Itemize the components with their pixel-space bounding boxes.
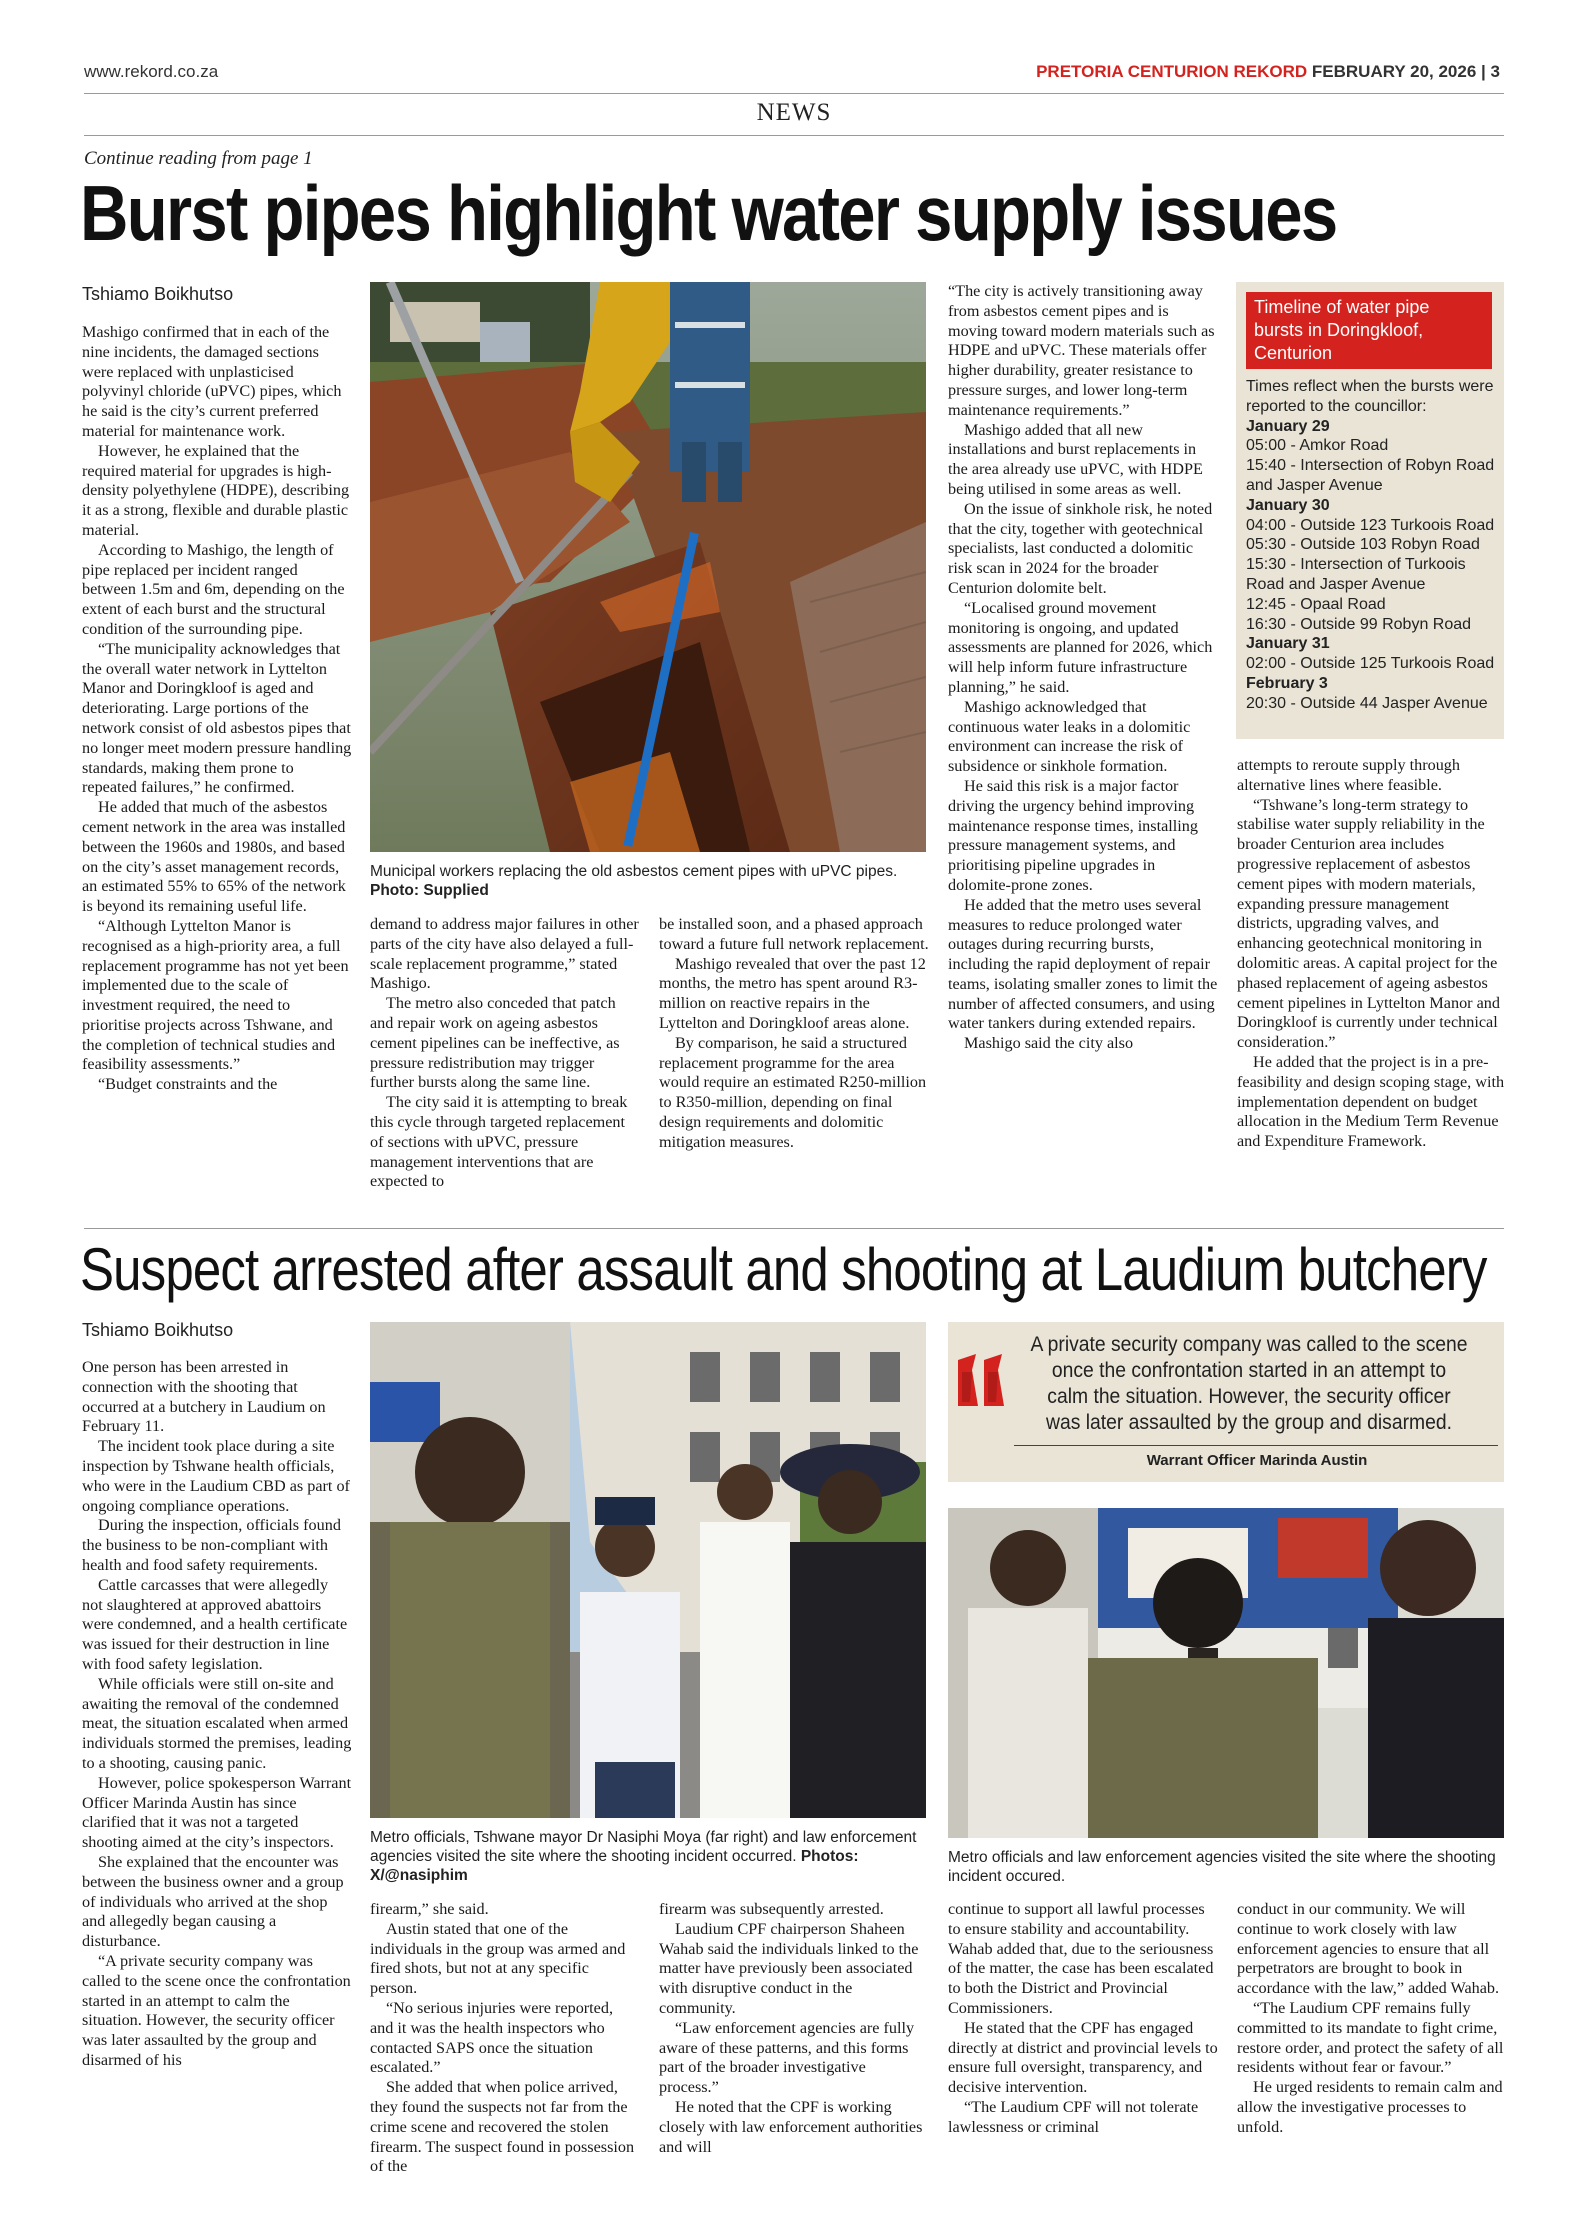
body-paragraph: He urged residents to remain calm and allow the investigative processes to unfold. <box>1237 2078 1503 2136</box>
body-paragraph: firearm,” she said. <box>370 1900 489 1918</box>
body-paragraph: Mashigo acknowledged that continuous water leaks in a dolomitic environment can increase the risk of subsidence or sinkhole formation. <box>948 697 1191 776</box>
article1-headline: Burst pipes highlight water supply issues <box>80 169 1337 257</box>
article1-column-2 <box>370 915 640 1192</box>
body-paragraph: demand to address major failures in other parts of the city have also delayed a full-scale replacement programme,” stated Mashigo. <box>370 915 639 993</box>
body-paragraph: While officials were still on-site and awaiting the removal of the condemned meat, the situation escalated when armed individuals stormed the premises, leading to a shooting, causing panic. <box>82 1674 352 1772</box>
body-paragraph: The incident took place during a site inspection by Tshwane health officials, who were in the Laudium CBD as part of ongoing compliance operations. <box>82 1437 350 1515</box>
timeline-box <box>1236 282 1504 739</box>
butchery-photo-caption: Metro officials and law enforcement agencies visited the site where the shooting incident occured. <box>948 1849 1496 1885</box>
issue-date: FEBRUARY 20, 2026 <box>1311 62 1477 81</box>
body-paragraph: By comparison, he said a structured replacement programme for the area would require an estimated R250-million to R350-million, depending on final design requirements and dolomitic mitigation measures. <box>659 1033 927 1151</box>
quote-mark-icon <box>956 1350 1016 1410</box>
officials-photo <box>370 1322 926 1818</box>
article2-column-1 <box>82 1358 352 2071</box>
article2-column-3 <box>659 1900 929 2157</box>
butchery-scene-photo <box>948 1508 1504 1838</box>
quote-attribution: Warrant Officer Marinda Austin <box>1146 1452 1368 1469</box>
timeline-day: February 3 <box>1246 674 1328 692</box>
body-paragraph: be installed soon, and a phased approach toward a future full network replacement. <box>659 915 929 953</box>
body-paragraph: He stated that the CPF has engaged directly at district and provincial levels to ensure full oversight, transparency, and decisive intervention. <box>948 2018 1218 2097</box>
section-label: NEWS <box>756 99 832 126</box>
body-paragraph: firearm was subsequently arrested. <box>659 1900 884 1918</box>
caption-text: Metro officials, Tshwane mayor Dr Nasiphi Moya (far right) and law enforcement agencies visited the site where the shooting incident occurred. <box>370 1829 917 1865</box>
pull-quote <box>948 1322 1504 1482</box>
body-paragraph: He added that the project is in a pre-feasibility and design scoping stage, with implementation dependent on budget allocation in the Medium Term Revenue and Expenditure Framework. <box>1237 1052 1505 1151</box>
article1-column-1 <box>82 323 352 1095</box>
body-paragraph: On the issue of sinkhole risk, he noted that the city, together with geotechnical specialists, last conducted a dolomitic risk scan in 2024 for the broader Centurion dolomite belt. <box>948 499 1213 597</box>
body-paragraph: “Budget constraints and the <box>98 1075 278 1094</box>
body-paragraph: “Tshwane’s long-term strategy to stabilise water supply reliability in the broader Centurion area includes progressive replacement of asbestos cement pipes with modern materials, expanding pressure management districts, upgrading valves, and enhancing geotechnical monitoring in dolomitic areas. A capital project for the phased replacement of ageing asbestos cement pipelines in Lyttelton Manor and Doringkloof is currently under technical consideration.” <box>1237 795 1500 1052</box>
masthead <box>1036 62 1500 82</box>
body-paragraph: Cattle carcasses that were allegedly not slaughtered at approved abattoirs were condemned, and a health certificate was issued for their destruction in line with food safety legislation. <box>82 1575 348 1673</box>
photo-credit: Photo: Supplied <box>370 882 489 899</box>
article2-column-2 <box>370 1900 640 2177</box>
timeline-entry: 02:00 - Outside 125 Turkoois Road <box>1246 655 1495 673</box>
timeline-entry: 12:45 - Opaal Road <box>1246 595 1386 613</box>
body-paragraph: “Law enforcement agencies are fully aware of these patterns, and this forms part of the broader investigative process.” <box>659 2018 915 2097</box>
excavation-photo-caption <box>370 862 926 900</box>
officials-photo-caption <box>370 1828 926 1885</box>
body-paragraph: “The Laudium CPF remains fully committed to its mandate to fight crime, restore order, and protect the safety of all residents without fear or favour.” <box>1237 1998 1504 2077</box>
timeline-day: January 31 <box>1246 635 1330 653</box>
timeline-entry: 05:00 - Amkor Road <box>1246 437 1389 455</box>
publication-name: PRETORIA CENTURION REKORD <box>1036 62 1308 81</box>
body-paragraph: She explained that the encounter was between the business owner and a group of individuals who arrived at the shop and allegedly began causing a disturbance. <box>82 1852 344 1951</box>
body-paragraph: He added that the metro uses several measures to reduce prolonged water outages during recurring bursts, including the rapid deployment of repair teams, isolating smaller zones to limit the number of affected consumers, and using water tankers during extended repairs. <box>948 895 1218 1033</box>
body-paragraph: conduct in our community. We will continue to work closely with law enforcement agencies to ensure that all perpetrators are brought to book in accordance with the law,” added Wahab. <box>1237 1900 1500 1998</box>
body-paragraph: Laudium CPF chairperson Shaheen Wahab said the individuals linked to the matter have previously been associated with disruptive conduct in the community. <box>659 1919 919 2017</box>
site-url: www.rekord.co.za <box>84 62 219 81</box>
body-paragraph: “The Laudium CPF will not tolerate lawlessness or criminal <box>948 2097 1199 2136</box>
article2-column-5 <box>1237 1900 1507 2138</box>
caption-text: Municipal workers replacing the old asbestos cement pipes with uPVC pipes. <box>370 863 898 880</box>
body-paragraph: He added that much of the asbestos cement network in the area was installed between the 1960s and 1980s, and based on the city’s asset management records, an estimated 55% to 65% of the network is beyond its remaining useful life. <box>82 798 346 916</box>
section-rule <box>84 135 1504 136</box>
timeline-entry: 05:30 - Outside 103 Robyn Road <box>1246 536 1480 554</box>
body-paragraph: “Although Lyttelton Manor is recognised as a high-priority area, a full replacement programme has not yet been implemented due to the scale of investment required, the need to prioritise projects across Tshwane, and the completion of technical studies and feasibility assessments.” <box>82 916 349 1074</box>
photo-credit: Photos: X/@nasiphim <box>370 1848 859 1884</box>
body-paragraph: One person has been arrested in connection with the shooting that occurred at a butchery in Laudium on February 11. <box>82 1358 326 1436</box>
body-paragraph: Mashigo revealed that over the past 12 months, the metro has spent around R3-million on reactive repairs in the Lyttelton and Doringkloof areas alone. <box>659 954 926 1032</box>
article1-column-3 <box>659 915 929 1153</box>
timeline-entry: 15:40 - Intersection of Robyn Road and Jasper Avenue <box>1246 457 1495 494</box>
body-paragraph: He said this risk is a major factor driving the urgency behind improving maintenance response times, installing pressure management systems, and prioritising pipeline upgrades in dolomite-prone zones. <box>948 776 1198 894</box>
body-paragraph: During the inspection, officials found the business to be non-compliant with health and food safety requirements. <box>82 1516 341 1574</box>
body-paragraph: “The city is actively transitioning away from asbestos cement pipes and is moving toward modern materials such as HDPE and uPVC. These materials offer higher durability, greater resistance to pressure surges, and lower long-term maintenance requirements.” <box>948 282 1215 419</box>
body-paragraph: continue to support all lawful processes to ensure stability and accountability. Wahab added that, due to the seriousness of the matter, the case has been escalated to both the District and Provincial Commissioners. <box>948 1900 1214 2017</box>
body-paragraph: However, police spokesperson Warrant Officer Marinda Austin has since clarified that it was not a targeted shooting aimed at the city’s inspectors. <box>82 1773 352 1852</box>
body-paragraph: The city said it is attempting to break this cycle through targeted replacement of sections with uPVC, pressure management interventions that are expected to <box>370 1093 628 1191</box>
body-paragraph: According to Mashigo, the length of pipe replaced per incident ranged between 1.5m and 6m, depending on the extent of each burst and the structural condition of the surrounding pipe. <box>82 540 345 638</box>
body-paragraph: “The municipality acknowledges that the overall water network in Lyttelton Manor and Doringkloof is aged and deteriorating. Large portions of the network consist of old asbestos pipes that no longer meet modern pressure handling standards, making them prone to repeated failures,” he confirmed. <box>82 639 352 797</box>
body-paragraph: She added that when police arrived, they found the suspects not far from the crime scene and recovered the stolen firearm. The suspect found in possession of the <box>370 2078 635 2176</box>
timeline-body <box>1236 369 1504 714</box>
excavation-photo <box>370 282 926 852</box>
article1-column-5 <box>1237 756 1507 1152</box>
masthead-separator: | <box>1481 62 1486 81</box>
body-paragraph: attempts to reroute supply through alternative lines where feasible. <box>1237 756 1460 794</box>
article1-byline: Tshiamo Boikhutso <box>82 284 234 304</box>
body-paragraph: “Localised ground movement monitoring is ongoing, and updated assessments are planned for 2026, which will help inform future infrastructure planning,” he said. <box>948 598 1213 696</box>
body-paragraph: Mashigo added that all new installations and burst replacements in the area already use uPVC, with HDPE being utilised in some areas as well. <box>948 420 1203 498</box>
article2-headline: Suspect arrested after assault and shooting at Laudium butchery <box>80 1236 1487 1303</box>
timeline-entry: 20:30 - Outside 44 Jasper Avenue <box>1246 694 1488 712</box>
timeline-title: Timeline of water pipe bursts in Doringkloof, Centurion <box>1246 292 1492 369</box>
body-paragraph: Mashigo said the city also <box>964 1034 1134 1053</box>
page-number: 3 <box>1490 62 1500 81</box>
timeline-entry: 16:30 - Outside 99 Robyn Road <box>1246 615 1472 633</box>
timeline-entry: 15:30 - Intersection of Turkoois Road and Jasper Avenue <box>1246 556 1466 593</box>
timeline-list <box>1246 417 1496 714</box>
article-divider <box>84 1228 1504 1229</box>
quote-rule <box>1014 1445 1498 1446</box>
timeline-day: January 30 <box>1246 496 1330 514</box>
body-paragraph: He noted that the CPF is working closely with law enforcement authorities and will <box>659 2097 923 2156</box>
body-paragraph: However, he explained that the required material for upgrades is high-density polyethylene (HDPE), describing it as a strong, flexible and durable plastic material. <box>82 441 350 539</box>
article2-column-4 <box>948 1900 1218 2138</box>
quote-text: A private security company was called to the scene once the confrontation started in an attempt to calm the situation. However, the security officer was later assaulted by the group and disarmed. <box>1030 1333 1468 1434</box>
body-paragraph: The metro also conceded that patch and repair work on ageing asbestos cement pipelines can be ineffective, as pressure redistribution may trigger further bursts along the same line. <box>370 994 620 1092</box>
body-paragraph: “A private security company was called to the scene once the confrontation started in an attempt to calm the situation. However, the security officer was later assaulted by the group and disarmed of his <box>82 1951 351 2069</box>
timeline-day: January 29 <box>1246 417 1330 435</box>
body-paragraph: Austin stated that one of the individuals in the group was armed and fired shots, but not at any specific person. <box>370 1919 626 1998</box>
body-paragraph: Mashigo confirmed that in each of the nine incidents, the damaged sections were replaced with unplasticised polyvinyl chloride (uPVC) pipes, which he said is the city’s current preferred material for maintenance work. <box>82 323 342 440</box>
continuation-note: Continue reading from page 1 <box>84 148 313 169</box>
timeline-entry: 04:00 - Outside 123 Turkoois Road <box>1246 516 1495 534</box>
article1-column-4 <box>948 282 1218 1054</box>
body-paragraph: “No serious injuries were reported, and it was the health inspectors who contacted SAPS once the situation escalated.” <box>370 1998 613 2077</box>
header-rule <box>84 93 1504 94</box>
article2-byline: Tshiamo Boikhutso <box>82 1320 234 1340</box>
timeline-intro: Times reflect when the bursts were reported to the councillor: <box>1246 378 1494 415</box>
